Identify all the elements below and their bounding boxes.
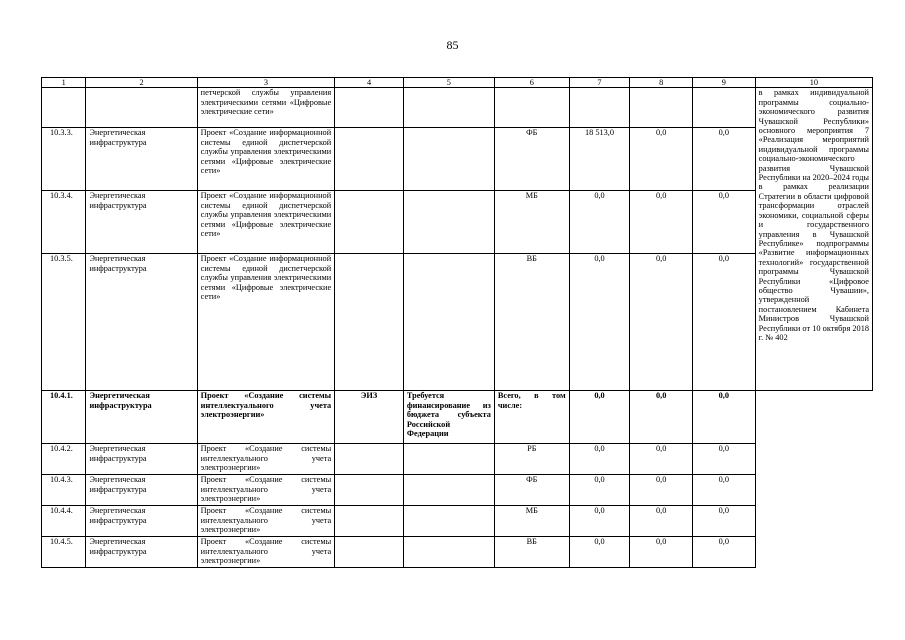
row-value-1: 0,0 xyxy=(569,444,630,475)
row-source: ВБ xyxy=(494,254,569,391)
note-cell: в рамках индивидуальной программы социально-экономического развития Чувашской Республики» основного мероприятия 7 «Реализация мероприятий индивидуальной программы социально-экономического развития Чувашской Республики на 2020–2024 годы в рамках реализации Стратегии в области цифровой трансформации отраслей экономики, социальной сферы и государственного управления в Чувашской Республике» подпрограммы «Развитие информационных технологий» государственной программы Чувашской Республики «Цифровое общество Чувашии», утвержденной постановлением Кабинета Министров Чувашской Республики от 10 октября 2018 г. № 402 xyxy=(755,88,872,391)
header-cell: 10 xyxy=(755,78,872,88)
row-project: Проект «Создание информационной системы единой диспетчерской службы управления электрическими сетями «Цифровые электрические сети» xyxy=(197,254,334,391)
row-code xyxy=(335,254,404,391)
table-row xyxy=(42,391,873,444)
row-project: Проект «Создание системы интеллектуального учета электроэнергии» xyxy=(197,506,334,537)
row-value-3: 0,0 xyxy=(693,128,756,191)
row-number: 10.3.3. xyxy=(42,128,86,191)
row-value-3: 0,0 xyxy=(693,475,756,506)
row-number: 10.4.4. xyxy=(42,506,86,537)
header-row xyxy=(42,78,873,88)
row-category: Энергетическая инфраструктура xyxy=(86,475,197,506)
row-value-3: 0,0 xyxy=(693,537,756,568)
row-category: Энергетическая инфраструктура xyxy=(86,254,197,391)
row-funding-note xyxy=(403,191,494,254)
table-row xyxy=(42,254,873,391)
row-category xyxy=(86,88,197,128)
row-code xyxy=(335,537,404,568)
row-funding-note xyxy=(403,254,494,391)
row-project: Проект «Создание системы интеллектуального учета электроэнергии» xyxy=(197,475,334,506)
row-value-1 xyxy=(569,88,630,128)
row-source xyxy=(494,88,569,128)
row-category: Энергетическая инфраструктура xyxy=(86,391,197,444)
row-category: Энергетическая инфраструктура xyxy=(86,506,197,537)
row-category: Энергетическая инфраструктура xyxy=(86,444,197,475)
row-value-2: 0,0 xyxy=(630,254,693,391)
row-code xyxy=(335,444,404,475)
blank-cell xyxy=(755,391,872,568)
header-cell: 6 xyxy=(494,78,569,88)
row-value-2: 0,0 xyxy=(630,128,693,191)
row-value-3: 0,0 xyxy=(693,191,756,254)
row-value-2: 0,0 xyxy=(630,475,693,506)
table-row xyxy=(42,191,873,254)
row-funding-note xyxy=(403,444,494,475)
row-value-1: 0,0 xyxy=(569,391,630,444)
table-row xyxy=(42,537,873,568)
row-value-3: 0,0 xyxy=(693,391,756,444)
row-value-1: 0,0 xyxy=(569,254,630,391)
row-code xyxy=(335,506,404,537)
row-value-3: 0,0 xyxy=(693,254,756,391)
row-value-3 xyxy=(693,88,756,128)
header-cell: 2 xyxy=(86,78,197,88)
row-value-2 xyxy=(630,88,693,128)
row-source: МБ xyxy=(494,191,569,254)
header-cell: 3 xyxy=(197,78,334,88)
row-funding-note xyxy=(403,506,494,537)
row-value-3: 0,0 xyxy=(693,444,756,475)
header-cell: 8 xyxy=(630,78,693,88)
row-project: Проект «Создание системы интеллектуального учета электроэнергии» xyxy=(197,391,334,444)
header-cell: 1 xyxy=(42,78,86,88)
row-project: Проект «Создание системы интеллектуального учета электроэнергии» xyxy=(197,444,334,475)
row-funding-note xyxy=(403,88,494,128)
row-value-1: 0,0 xyxy=(569,506,630,537)
row-source: ВБ xyxy=(494,537,569,568)
table-row xyxy=(42,128,873,191)
header-cell: 5 xyxy=(403,78,494,88)
row-category: Энергетическая инфраструктура xyxy=(86,537,197,568)
row-number: 10.4.2. xyxy=(42,444,86,475)
row-funding-note xyxy=(403,128,494,191)
row-category: Энергетическая инфраструктура xyxy=(86,128,197,191)
row-source: РБ xyxy=(494,444,569,475)
row-value-2: 0,0 xyxy=(630,191,693,254)
row-funding-note xyxy=(403,475,494,506)
row-number: 10.4.3. xyxy=(42,475,86,506)
row-code xyxy=(335,475,404,506)
row-value-2: 0,0 xyxy=(630,537,693,568)
row-number xyxy=(42,88,86,128)
row-project: Проект «Создание информационной системы единой диспетчерской службы управления электрическими сетями «Цифровые электрические сети» xyxy=(197,128,334,191)
row-category: Энергетическая инфраструктура xyxy=(86,191,197,254)
row-code xyxy=(335,88,404,128)
row-code: ЭИЗ xyxy=(335,391,404,444)
table-row xyxy=(42,88,873,128)
row-value-2: 0,0 xyxy=(630,391,693,444)
row-value-2: 0,0 xyxy=(630,444,693,475)
table-row xyxy=(42,475,873,506)
header-cell: 4 xyxy=(335,78,404,88)
row-source: ФБ xyxy=(494,475,569,506)
row-value-1: 18 513,0 xyxy=(569,128,630,191)
page-number: 85 xyxy=(446,38,459,52)
table-row xyxy=(42,444,873,475)
row-source: МБ xyxy=(494,506,569,537)
row-code xyxy=(335,191,404,254)
row-number: 10.3.4. xyxy=(42,191,86,254)
row-number: 10.3.5. xyxy=(42,254,86,391)
row-funding-note: Требуется финансирование из бюджета субъекта Российской Федерации xyxy=(403,391,494,444)
header-cell: 9 xyxy=(693,78,756,88)
row-value-1: 0,0 xyxy=(569,537,630,568)
row-value-2: 0,0 xyxy=(630,506,693,537)
row-number: 10.4.1. xyxy=(42,391,86,444)
row-project: Проект «Создание системы интеллектуального учета электроэнергии» xyxy=(197,537,334,568)
table-row xyxy=(42,506,873,537)
row-project: Проект «Создание информационной системы единой диспетчерской службы управления электрическими сетями «Цифровые электрические сети» xyxy=(197,191,334,254)
row-source: Всего, в том числе: xyxy=(494,391,569,444)
row-funding-note xyxy=(403,537,494,568)
row-value-1: 0,0 xyxy=(569,475,630,506)
header-cell: 7 xyxy=(569,78,630,88)
row-project: петчерской службы управления электрическими сетями «Цифровые электрические сети» xyxy=(197,88,334,128)
program-table xyxy=(41,77,873,568)
row-value-1: 0,0 xyxy=(569,191,630,254)
row-value-3: 0,0 xyxy=(693,506,756,537)
row-code xyxy=(335,128,404,191)
row-source: ФБ xyxy=(494,128,569,191)
row-number: 10.4.5. xyxy=(42,537,86,568)
